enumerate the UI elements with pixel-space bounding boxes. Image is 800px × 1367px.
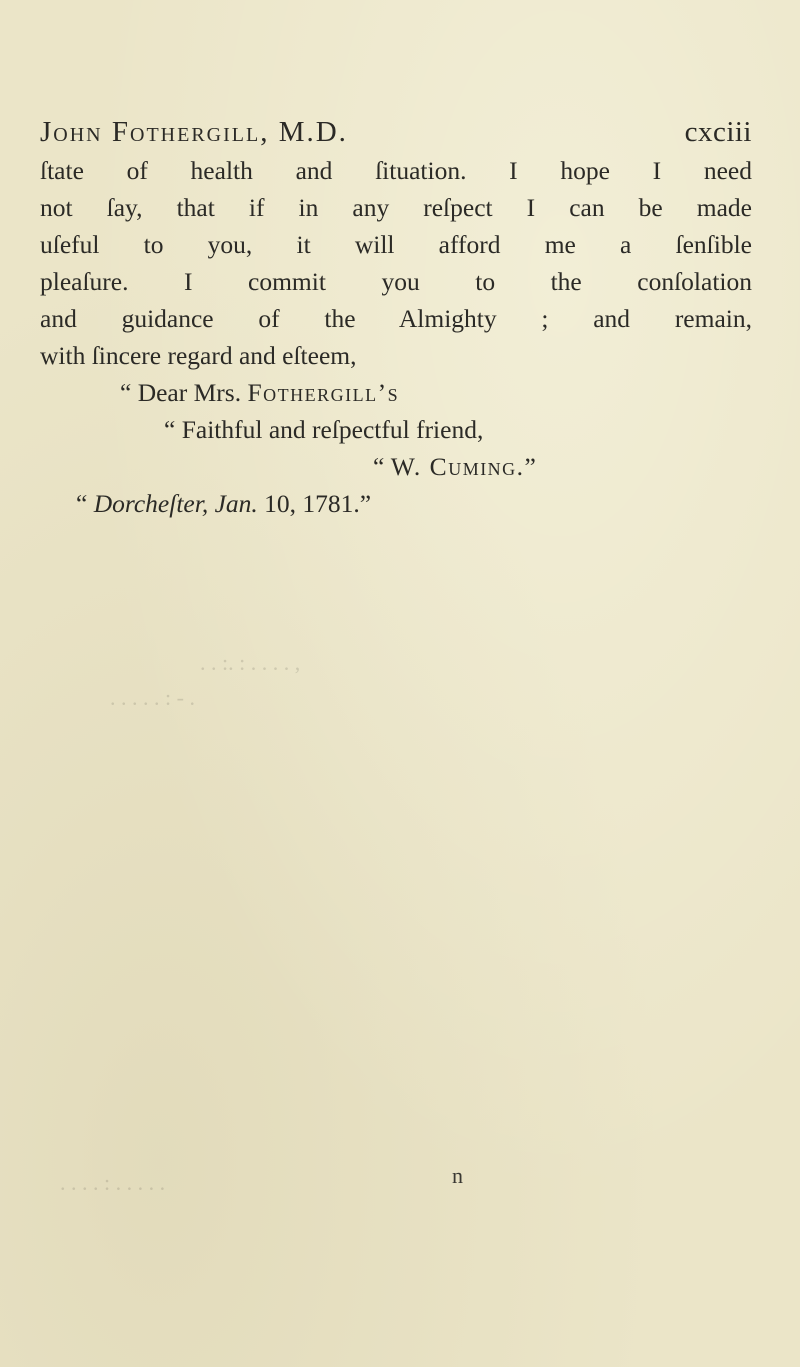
signature-mark: n [452,1163,463,1188]
body-line-1: ſtate of health and ſituation. I hope I need [40,156,752,185]
place-prefix: “ [76,489,94,518]
closing-salutation [120,375,399,411]
signature-name: W. Cuming.” [390,452,538,481]
show-through-text-3: . . . . : . . . . . [60,1170,166,1195]
running-head-title: John Fothergill, M.D. [40,116,348,148]
body-line-5: and guidance of the Almighty ; and remain, [40,304,752,333]
page-number: cxciii [684,116,752,148]
month: Jan. [214,489,258,518]
body-line-2: not ſay, that if in any reſpect I can be made [40,193,752,222]
date: 10, 1781.” [257,489,372,518]
place-date-line [76,486,371,522]
closing-friend-line: “ Faithful and reſpectful friend, [164,415,484,444]
show-through-text-2: . . . . . : - . [110,685,195,710]
closing-salutation-prefix: “ Dear Mrs. [120,378,248,407]
body-line-4: pleaſure. I commit you to the conſolation [40,267,752,296]
body-line-6: with ſincere regard and eſteem, [40,341,357,370]
place-name: Dorcheſter, [93,489,209,518]
signature-prefix: “ [373,452,391,481]
show-through-text-1: . . :. : . . . . , [200,650,301,675]
closing-salutation-name: Fothergill’s [247,378,400,407]
running-head [40,110,752,154]
body-line-3: uſeful to you, it will afford me a ſenſible [40,230,752,259]
signature [373,449,537,485]
